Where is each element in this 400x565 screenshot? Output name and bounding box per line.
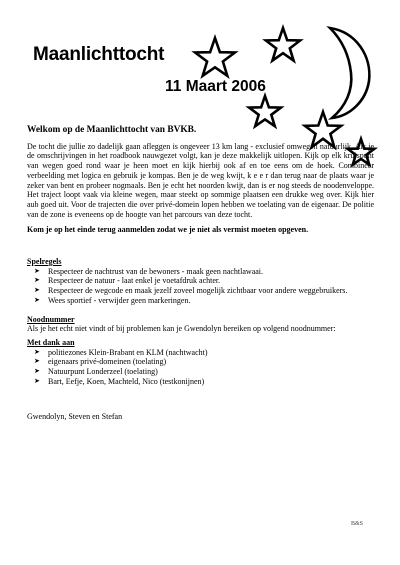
author-initials: B&S bbox=[351, 521, 364, 527]
intro-paragraph: De tocht die jullie zo dadelijk gaan afleggen is ongeveer 13 km lang - exclusief omwegen natuurlijk. Als je de omschrijvingen in het roadbook nauwgezet volgt, kan je deze makkelijk uitlopen. Kijk op elk kruispunt van wegen goed rond waar je heen moet en kijk hierbij ook af en toe eens om de hoek. Combineer verbeelding met logica en gebruik je kompas. Ben je de weg kwijt, k e e r dan terug naar de plaats waar je zeker van bent en probeer nogmaals. Ben je echt het noorden kwijt, dan is er nog steeds de noodenveloppe. Het traject loopt vaak via kleine wegen, maar steekt op sommige plaatsen een drukke weg over. Kijk hier aub goed uit. Voor de trajecten die over privé-domein lopen hebben we toelating van de eigenaar. De politie van de zone is eveneens op de hoogte van het parcours van deze tocht. bbox=[27, 141, 374, 219]
rules-list bbox=[27, 267, 374, 306]
list-item: ➤ Respecteer de natuur - laat enkel je voetafdruk achter. bbox=[34, 276, 221, 286]
list-item: ➤ eigenaars privé-domeinen (toelating) bbox=[34, 357, 167, 367]
arrowhead-bullet-icon: ➤ bbox=[34, 347, 40, 356]
arrowhead-bullet-icon: ➤ bbox=[34, 367, 40, 376]
list-item: ➤ Natuurpunt Londerzeel (toelating) bbox=[34, 367, 158, 377]
return-notice: Kom je op het einde terug aanmelden zodat we je niet als vermist moeten opgeven. bbox=[27, 225, 309, 235]
arrowhead-bullet-icon: ➤ bbox=[34, 276, 40, 285]
thanks-list bbox=[27, 348, 374, 387]
signature: Gwendolyn, Steven en Stefan bbox=[27, 412, 123, 422]
emergency-heading: Noodnummer bbox=[27, 314, 75, 324]
thanks-heading: Met dank aan bbox=[27, 337, 75, 347]
document-body bbox=[27, 126, 374, 422]
page-title: Maanlichttocht bbox=[33, 44, 165, 65]
star-icon bbox=[195, 38, 235, 76]
star-icon bbox=[266, 28, 300, 61]
welcome-heading: Welkom op de Maanlichttocht van BVKB. bbox=[27, 125, 197, 135]
arrowhead-bullet-icon: ➤ bbox=[34, 376, 40, 385]
arrowhead-bullet-icon: ➤ bbox=[34, 286, 40, 295]
arrowhead-bullet-icon: ➤ bbox=[34, 295, 40, 304]
rules-heading: Spelregels bbox=[27, 257, 62, 267]
emergency-text: Als je het echt niet vindt of bij problemen kan je Gwendolyn bereiken op volgend noodnummer: bbox=[27, 324, 336, 334]
list-item: ➤ politiezones Klein-Brabant en KLM (nachtwacht) bbox=[34, 347, 208, 357]
arrowhead-bullet-icon: ➤ bbox=[34, 266, 40, 275]
list-item: ➤ Respecteer de wegcode en maak jezelf zoveel mogelijk zichtbaar voor andere weggebruikers. bbox=[34, 286, 348, 296]
list-item: ➤ Wees sportief - verwijder geen markeringen. bbox=[34, 295, 191, 305]
event-date: 11 Maart 2006 bbox=[165, 78, 266, 95]
list-item: ➤ Respecteer de nachtrust van de bewoners - maak geen nachtlawaai. bbox=[34, 266, 264, 276]
arrowhead-bullet-icon: ➤ bbox=[34, 357, 40, 366]
crescent-moon-icon bbox=[330, 28, 369, 118]
star-icon bbox=[249, 96, 281, 126]
list-item: ➤ Bart, Eefje, Koen, Machteld, Nico (testkonijnen) bbox=[34, 376, 205, 386]
